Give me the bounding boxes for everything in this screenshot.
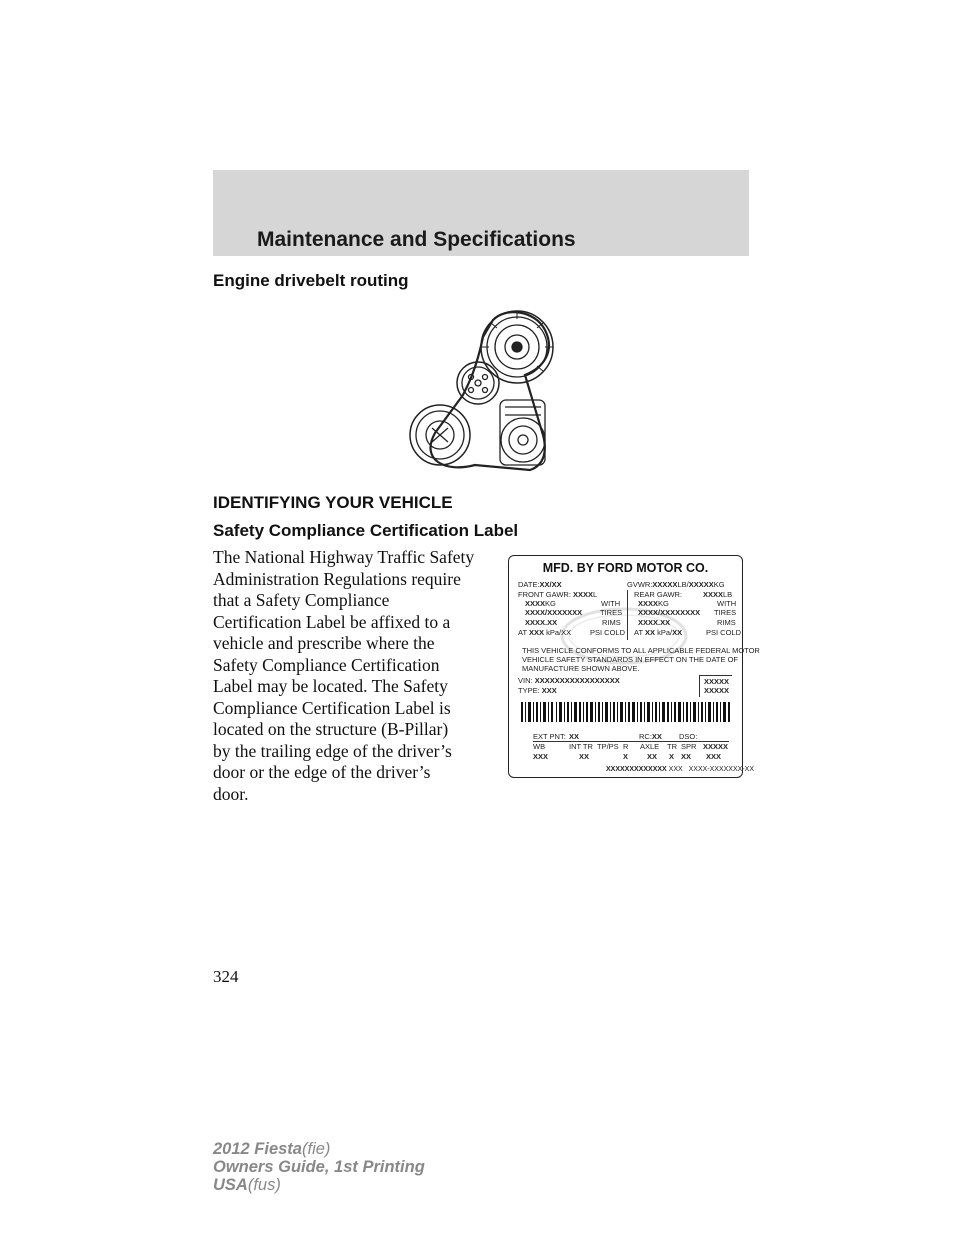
vin-field: VIN: XXXXXXXXXXXXXXXXX	[518, 676, 620, 685]
identifying-heading: IDENTIFYING YOUR VEHICLE	[213, 493, 453, 512]
print-footer: 2012 Fiesta(fie) Owners Guide, 1st Printing USA(fus)	[213, 1140, 425, 1194]
certification-label-illustration: MFD. BY FORD MOTOR CO. DATE:XX/XX GVWR:XXXXXLB/XXXXXKG FRONT GAWR: XXXXL REAR GAWR: XXXXLB XXXXKG WITH XXXXKG WITH XXXX/XXXXXXX TIRES XXXX/XXXXXXXX TIRES XXXX.XX RIMS XXXX.XX RIMS AT XXX kPa/XX PSI COLD AT XX kPa/XX PSI COLD THIS VEHICLE CONFORMS TO ALL APPLICABLE FEDERAL MOTOR VEHICLE SAFETY STANDARDS IN EFFECT ON THE DATE OF MANUFACTURE SHOWN ABOVE. VIN: XXXXXXXXXXXXXXXXX TYPE: XXX XXXXX XXXXX EXT PNT: XX RC:XX DSO: WB XXX INT TR XX TP/PS R X AXLE XX TR X SPR XX XXXXX XXX XXXXXXXXXXXXX XXX XXXX-XXXXXXX-XX	[508, 555, 743, 778]
page-number: 324	[213, 967, 239, 986]
rear-gawr-field: REAR GAWR:	[634, 590, 683, 599]
barcode-icon	[521, 702, 731, 722]
label-heading: Safety Compliance Certification Label	[213, 521, 519, 540]
page-section-title: Maintenance and Specifications	[257, 228, 576, 251]
header-bar	[213, 170, 749, 256]
label-title: MFD. BY FORD MOTOR CO.	[542, 561, 709, 575]
drivebelt-heading: Engine drivebelt routing	[213, 271, 409, 290]
drivebelt-routing-diagram	[405, 295, 580, 475]
type-field: TYPE: XXX	[518, 686, 557, 695]
date-field: DATE:XX/XX	[518, 580, 562, 589]
front-gawr-field: FRONT GAWR: XXXXL	[518, 590, 598, 599]
gvwr-field: GVWR:XXXXXLB/XXXXXKG	[627, 580, 725, 589]
body-paragraph: The National Highway Traffic Safety Administration Regulations require that a Safety Compliance Certification Label be affixed to a vehicle and prescribe where the Safety Compliance Certification Label may be located. The Safety Compliance Certification Label is located on the structure (B-Pillar) by the trailing edge of the driver’s door or the edge of the driver’s door.	[213, 547, 475, 804]
